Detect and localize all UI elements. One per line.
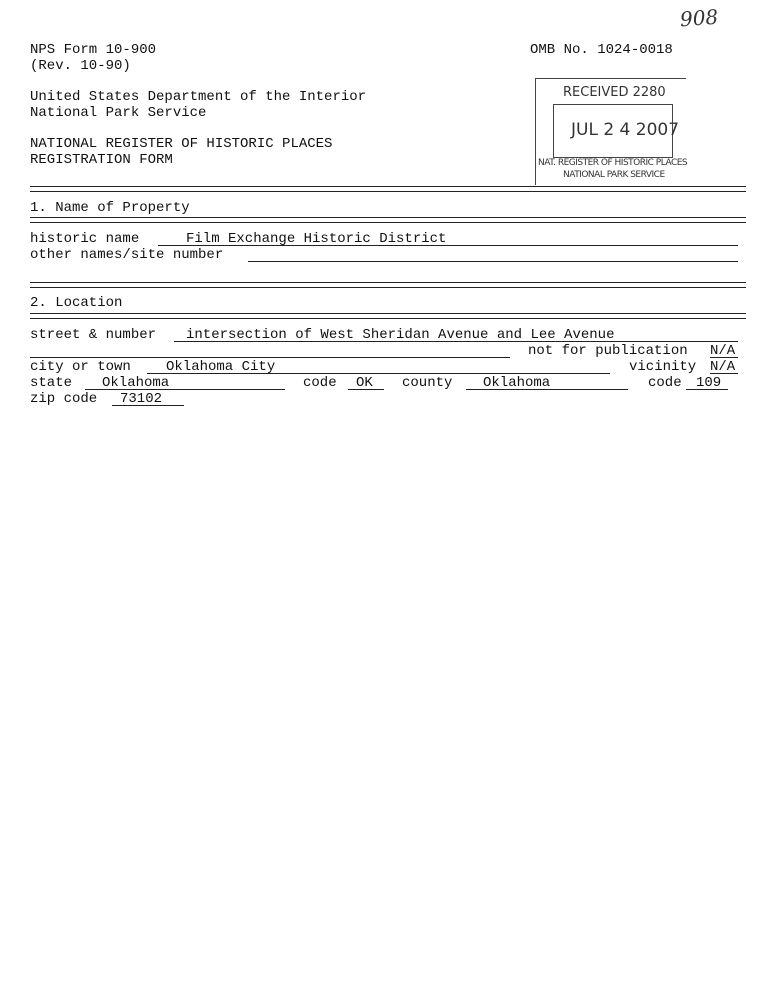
handwritten-annotation: 908 <box>679 4 719 32</box>
service-name: National Park Service <box>30 105 207 121</box>
section-divider <box>30 186 746 192</box>
section1-heading: 1. Name of Property <box>30 200 190 216</box>
street-label: street & number <box>30 327 157 343</box>
form-revision: (Rev. 10-90) <box>30 58 131 74</box>
state-label: state <box>30 375 73 391</box>
not-for-publication-label: not for publication <box>528 343 688 359</box>
section2-heading: 2. Location <box>30 295 123 311</box>
county-value: Oklahoma <box>483 375 551 391</box>
historic-name-value: Film Exchange Historic District <box>186 231 447 247</box>
register-title: NATIONAL REGISTER OF HISTORIC PLACES <box>30 136 333 152</box>
department-name: United States Department of the Interior <box>30 89 367 105</box>
street-value: intersection of West Sheridan Avenue and Lee Avenue <box>186 327 615 343</box>
section-divider <box>30 217 746 223</box>
other-names-underline <box>248 261 738 262</box>
county-code-value: 109 <box>696 375 722 391</box>
county-code-label: code <box>648 375 682 391</box>
stamp-received: RECEIVED 2280 <box>563 85 666 100</box>
vicinity-label: vicinity <box>629 359 697 375</box>
historic-name-label: historic name <box>30 231 140 247</box>
city-label: city or town <box>30 359 131 375</box>
omb-number: OMB No. 1024-0018 <box>530 42 673 58</box>
section-divider <box>30 313 746 319</box>
not-for-publication-value: N/A <box>710 343 736 359</box>
section-divider <box>30 282 746 288</box>
stamp-service: NATIONAL PARK SERVICE <box>563 170 665 180</box>
other-names-label: other names/site number <box>30 247 224 263</box>
street-continuation-underline <box>30 357 510 358</box>
state-code-label: code <box>303 375 337 391</box>
stamp-date: JUL 2 4 2007 <box>571 120 680 140</box>
zip-value: 73102 <box>120 391 163 407</box>
vicinity-value: N/A <box>710 359 736 375</box>
zip-label: zip code <box>30 391 98 407</box>
city-value: Oklahoma City <box>166 359 276 375</box>
form-title: REGISTRATION FORM <box>30 152 173 168</box>
state-value: Oklahoma <box>102 375 170 391</box>
county-label: county <box>402 375 453 391</box>
form-number: NPS Form 10-900 <box>30 42 157 58</box>
state-code-value: OK <box>356 375 373 391</box>
stamp-register: NAT. REGISTER OF HISTORIC PLACES <box>538 158 688 168</box>
